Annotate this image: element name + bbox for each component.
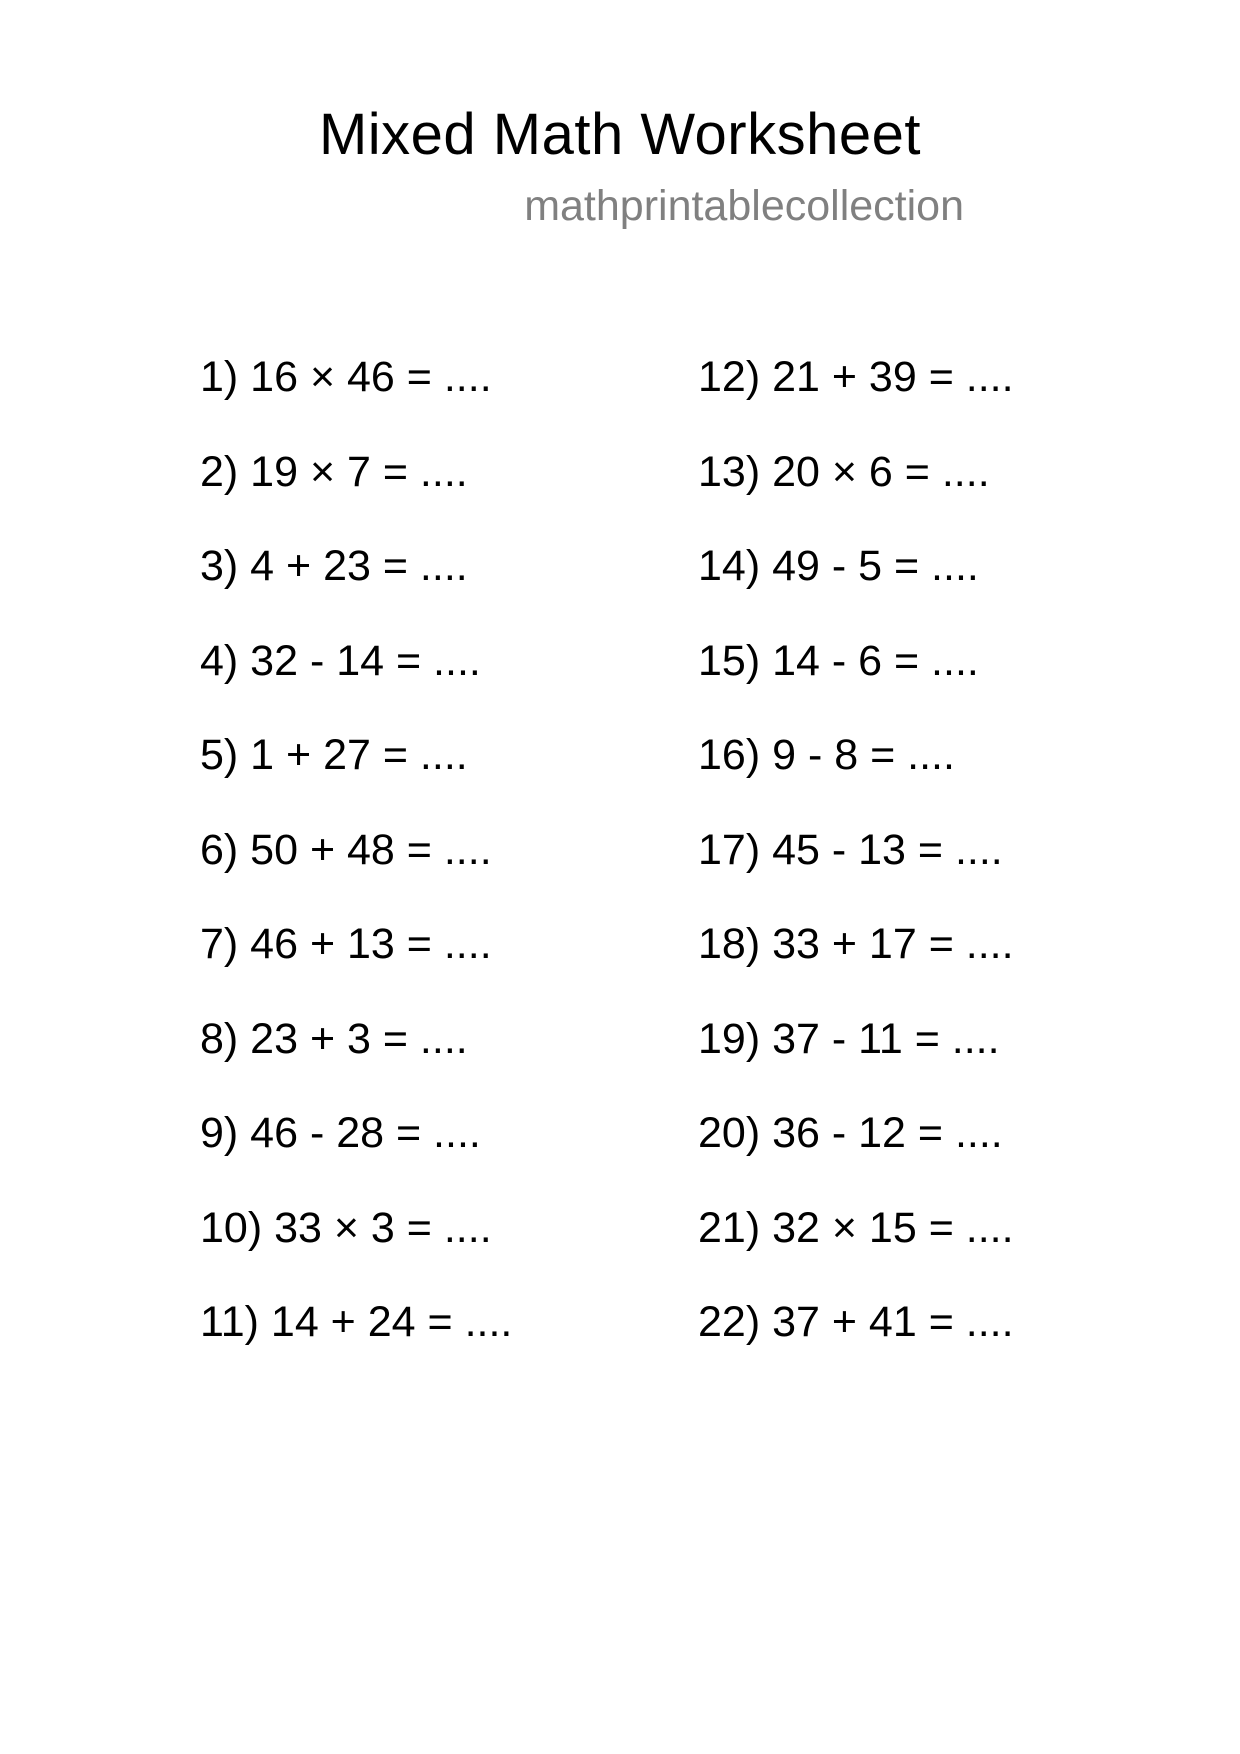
problem-item: 21) 32 × 15 = .... bbox=[698, 1203, 1014, 1252]
problem-item: 13) 20 × 6 = .... bbox=[698, 447, 990, 496]
problem-list bbox=[0, 351, 1240, 1351]
problem-item: 18) 33 + 17 = .... bbox=[698, 920, 1014, 968]
page-title: Mixed Math Worksheet bbox=[318, 102, 922, 167]
problem-item: 20) 36 - 12 = .... bbox=[698, 1109, 1003, 1157]
problem-item: 6) 50 + 48 = .... bbox=[200, 825, 492, 874]
problem-item: 2) 19 × 7 = .... bbox=[200, 447, 468, 496]
problem-item: 22) 37 + 41 = .... bbox=[698, 1298, 1014, 1346]
problem-item: 10) 33 × 3 = .... bbox=[200, 1203, 492, 1252]
problem-item: 7) 46 + 13 = .... bbox=[200, 920, 492, 968]
problem-item: 5) 1 + 27 = .... bbox=[200, 731, 468, 779]
right-problem-column bbox=[698, 351, 1198, 1391]
problem-item: 15) 14 - 6 = .... bbox=[698, 636, 979, 685]
problem-item: 3) 4 + 23 = .... bbox=[200, 542, 468, 590]
problem-item: 14) 49 - 5 = .... bbox=[698, 542, 979, 590]
problem-item: 4) 32 - 14 = .... bbox=[200, 636, 481, 685]
problem-item: 9) 46 - 28 = .... bbox=[200, 1109, 481, 1157]
page-subtitle: mathprintablecollection bbox=[524, 182, 964, 230]
problem-item: 8) 23 + 3 = .... bbox=[200, 1014, 468, 1063]
problem-item: 12) 21 + 39 = .... bbox=[698, 353, 1014, 401]
problem-item: 17) 45 - 13 = .... bbox=[698, 825, 1003, 874]
left-problem-column bbox=[200, 351, 700, 1391]
problem-item: 19) 37 - 11 = .... bbox=[698, 1014, 1000, 1063]
problem-item: 16) 9 - 8 = .... bbox=[698, 731, 955, 779]
problem-item: 11) 14 + 24 = .... bbox=[200, 1298, 513, 1346]
problem-item: 1) 16 × 46 = .... bbox=[200, 353, 492, 401]
